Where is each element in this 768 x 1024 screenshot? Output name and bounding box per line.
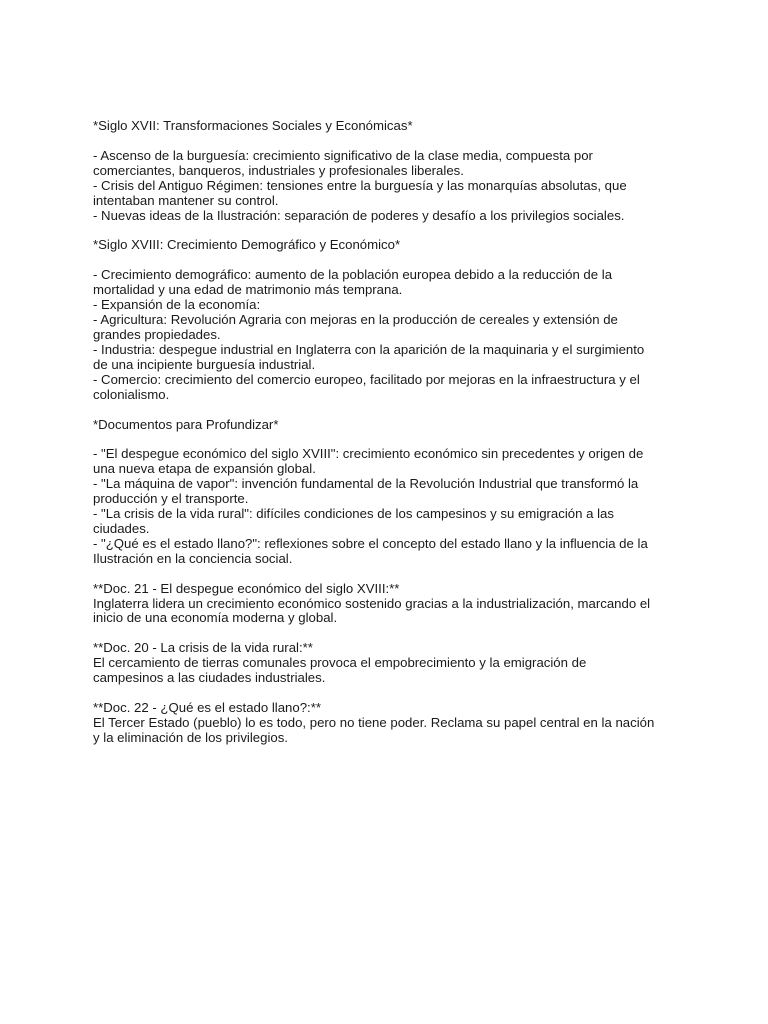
text-line: mortalidad y una edad de matrimonio más temprana. [93, 282, 403, 298]
paragraph-siglo-xvii-points [93, 149, 678, 224]
text-line: - "La máquina de vapor": invención fundamental de la Revolución Industrial que transformó la [93, 476, 639, 492]
section-heading-siglo-xvii [93, 119, 678, 134]
text-line: - Agricultura: Revolución Agraria con mejoras en la producción de cereales y extensión de [93, 312, 618, 328]
text-line: - "La crisis de la vida rural": difíciles condiciones de los campesinos y su emigración a las [93, 506, 614, 522]
text-line: Inglaterra lidera un crecimiento económico sostenido gracias a la industrialización, marcando el [93, 595, 651, 611]
section-heading-siglo-xviii [93, 238, 678, 253]
text-line: **Doc. 22 - ¿Qué es el estado llano?:** [93, 700, 321, 716]
text-line: grandes propiedades. [93, 326, 221, 342]
text-line: campesinos a las ciudades industriales. [93, 670, 326, 686]
text-line: de una incipiente burguesía industrial. [93, 356, 316, 372]
text-line: - Industria: despegue industrial en Inglaterra con la aparición de la maquinaria y el surgimiento [93, 341, 645, 357]
text-line: - "¿Qué es el estado llano?": reflexiones sobre el concepto del estado llano y la influencia de la [93, 535, 648, 551]
text-line: Ilustración en la conciencia social. [93, 550, 293, 566]
paragraph-siglo-xviii-points [93, 268, 678, 402]
text-line: ciudades. [93, 520, 150, 536]
paragraph-doc-20 [93, 641, 678, 686]
text-line: - Comercio: crecimiento del comercio europeo, facilitado por mejoras en la infraestructura y el [93, 371, 640, 387]
text-line: *Siglo XVIII: Crecimiento Demográfico y Económico* [93, 237, 401, 253]
paragraph-doc-22 [93, 701, 678, 746]
text-line: una nueva etapa de expansión global. [93, 461, 316, 477]
text-line: - Crisis del Antiguo Régimen: tensiones entre la burguesía y las monarquías absolutas, que [93, 177, 627, 193]
text-line: - Crecimiento demográfico: aumento de la población europea debido a la reducción de la [93, 267, 613, 283]
paragraph-doc-21 [93, 582, 678, 627]
text-line: - Ascenso de la burguesía: crecimiento significativo de la clase media, compuesta por [93, 147, 593, 163]
text-line: *Siglo XVII: Transformaciones Sociales y Económicas* [93, 118, 413, 133]
text-line: **Doc. 21 - El despegue económico del siglo XVIII:** [93, 580, 400, 596]
text-line: **Doc. 20 - La crisis de la vida rural:** [93, 640, 313, 656]
text-line: El cercamiento de tierras comunales provoca el empobrecimiento y la emigración de [93, 655, 587, 671]
document-page [93, 119, 678, 761]
text-line: - Nuevas ideas de la Ilustración: separación de poderes y desafío a los privilegios sociales. [93, 207, 625, 223]
text-line: *Documentos para Profundizar* [93, 416, 279, 432]
text-line: El Tercer Estado (pueblo) lo es todo, pero no tiene poder. Reclama su papel central en la nación [93, 715, 655, 730]
text-line: intentaban mantener su control. [93, 192, 279, 208]
text-line: producción y el transporte. [93, 491, 249, 507]
text-line: y la eliminación de los privilegios. [93, 729, 288, 745]
text-line: - Expansión de la economía: [93, 297, 261, 313]
text-line: inicio de una economía moderna y global. [93, 610, 338, 626]
section-heading-documentos [93, 418, 678, 433]
text-line: comerciantes, banqueros, industriales y profesionales liberales. [93, 162, 464, 178]
text-line: - "El despegue económico del siglo XVIII": crecimiento económico sin precedentes y origen de [93, 446, 644, 462]
paragraph-documentos-list [93, 447, 678, 566]
text-line: colonialismo. [93, 386, 170, 402]
